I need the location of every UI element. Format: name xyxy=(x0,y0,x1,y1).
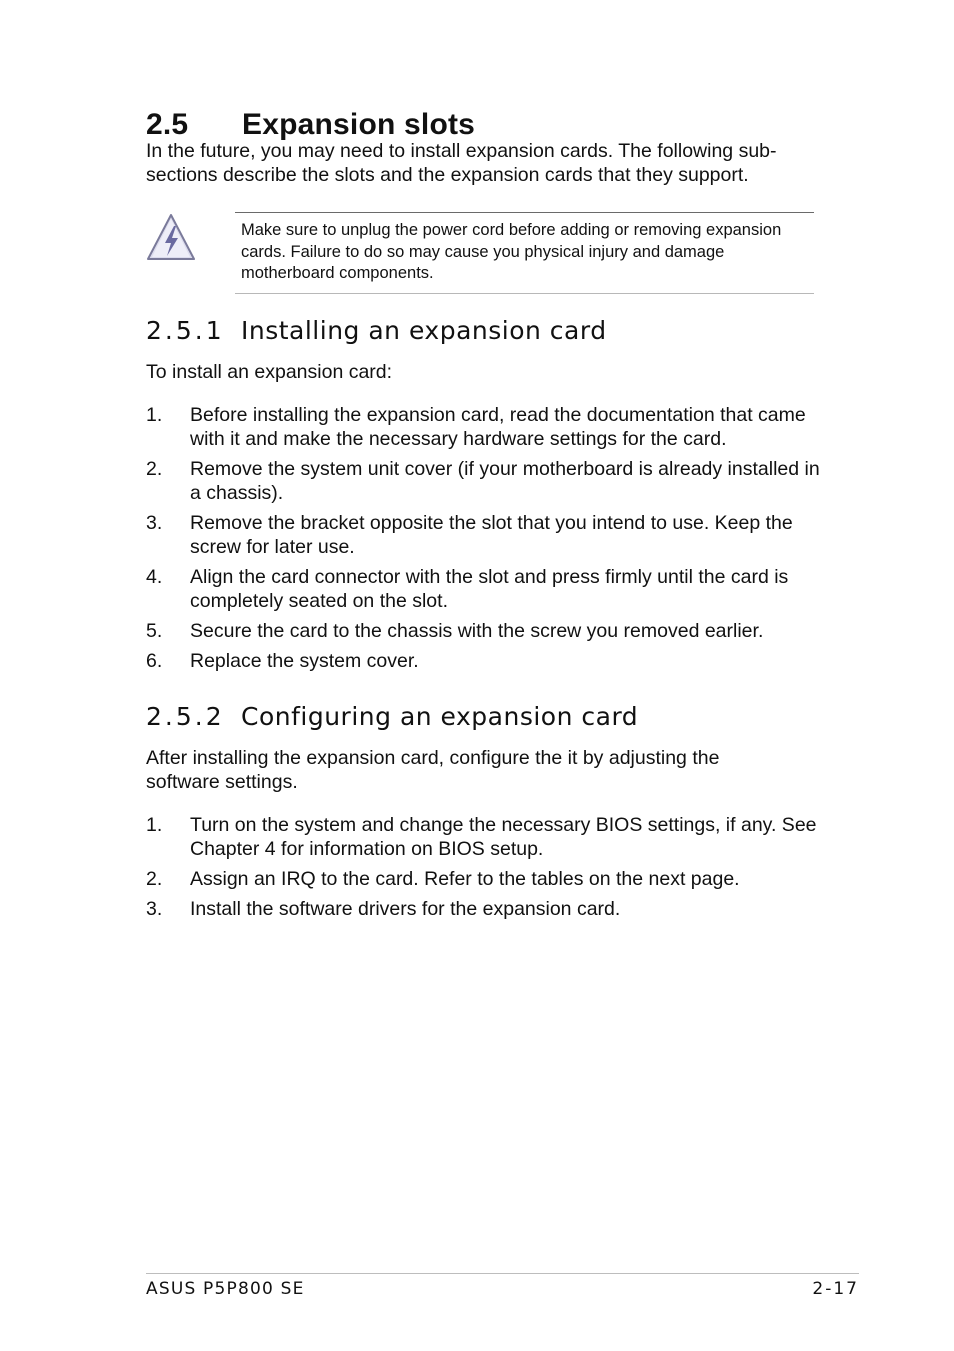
subsection-title: Configuring an expansion card xyxy=(241,702,639,731)
page-number: 2-17 xyxy=(812,1279,859,1299)
configure-steps xyxy=(146,813,826,927)
list-item: 6. Replace the system cover. xyxy=(146,650,419,672)
footer-divider xyxy=(146,1273,859,1274)
note-bottom-divider xyxy=(235,293,814,294)
subsection-number: 2.5.1 xyxy=(146,316,225,345)
list-item: 3. Install the software drivers for the expansion card. xyxy=(146,898,621,920)
list-item: 1. Turn on the system and change the necessary BIOS settings, if any. See Chapter 4 for information on BIOS setup. xyxy=(146,814,817,860)
subsection-heading-install xyxy=(146,316,607,345)
install-lead: To install an expansion card: xyxy=(146,361,393,383)
warning-note: Make sure to unplug the power cord before adding or removing expansion cards. Failure to do so may cause you physical injury and damage motherboard components. xyxy=(241,221,782,282)
list-item: 4. Align the card connector with the slot and press firmly until the card is completely seated on the slot. xyxy=(146,566,789,612)
subsection-number: 2.5.2 xyxy=(146,702,225,731)
section-title: Expansion slots xyxy=(242,108,476,142)
note-top-divider xyxy=(235,212,814,213)
list-item: 1. Before installing the expansion card, read the documentation that came with it and make the necessary hardware settings for the card. xyxy=(146,404,806,450)
section-heading xyxy=(146,108,475,142)
list-item: 3. Remove the bracket opposite the slot that you intend to use. Keep the screw for later use. xyxy=(146,512,793,558)
list-item: 5. Secure the card to the chassis with the screw you removed earlier. xyxy=(146,620,764,642)
install-steps xyxy=(146,403,826,679)
lightning-warning-icon xyxy=(145,212,197,262)
configure-intro: After installing the expansion card, configure the it by adjusting the software settings. xyxy=(146,747,720,793)
subsection-title: Installing an expansion card xyxy=(241,316,607,345)
section-intro: In the future, you may need to install expansion cards. The following sub-sections describe the slots and the expansion cards that they support. xyxy=(146,140,777,186)
list-item: 2. Assign an IRQ to the card. Refer to the tables on the next page. xyxy=(146,868,740,890)
footer-product: ASUS P5P800 SE xyxy=(146,1279,305,1299)
subsection-heading-configure xyxy=(146,702,638,731)
section-number: 2.5 xyxy=(146,108,189,142)
list-item: 2. Remove the system unit cover (if your motherboard is already installed in a chassis). xyxy=(146,458,820,504)
